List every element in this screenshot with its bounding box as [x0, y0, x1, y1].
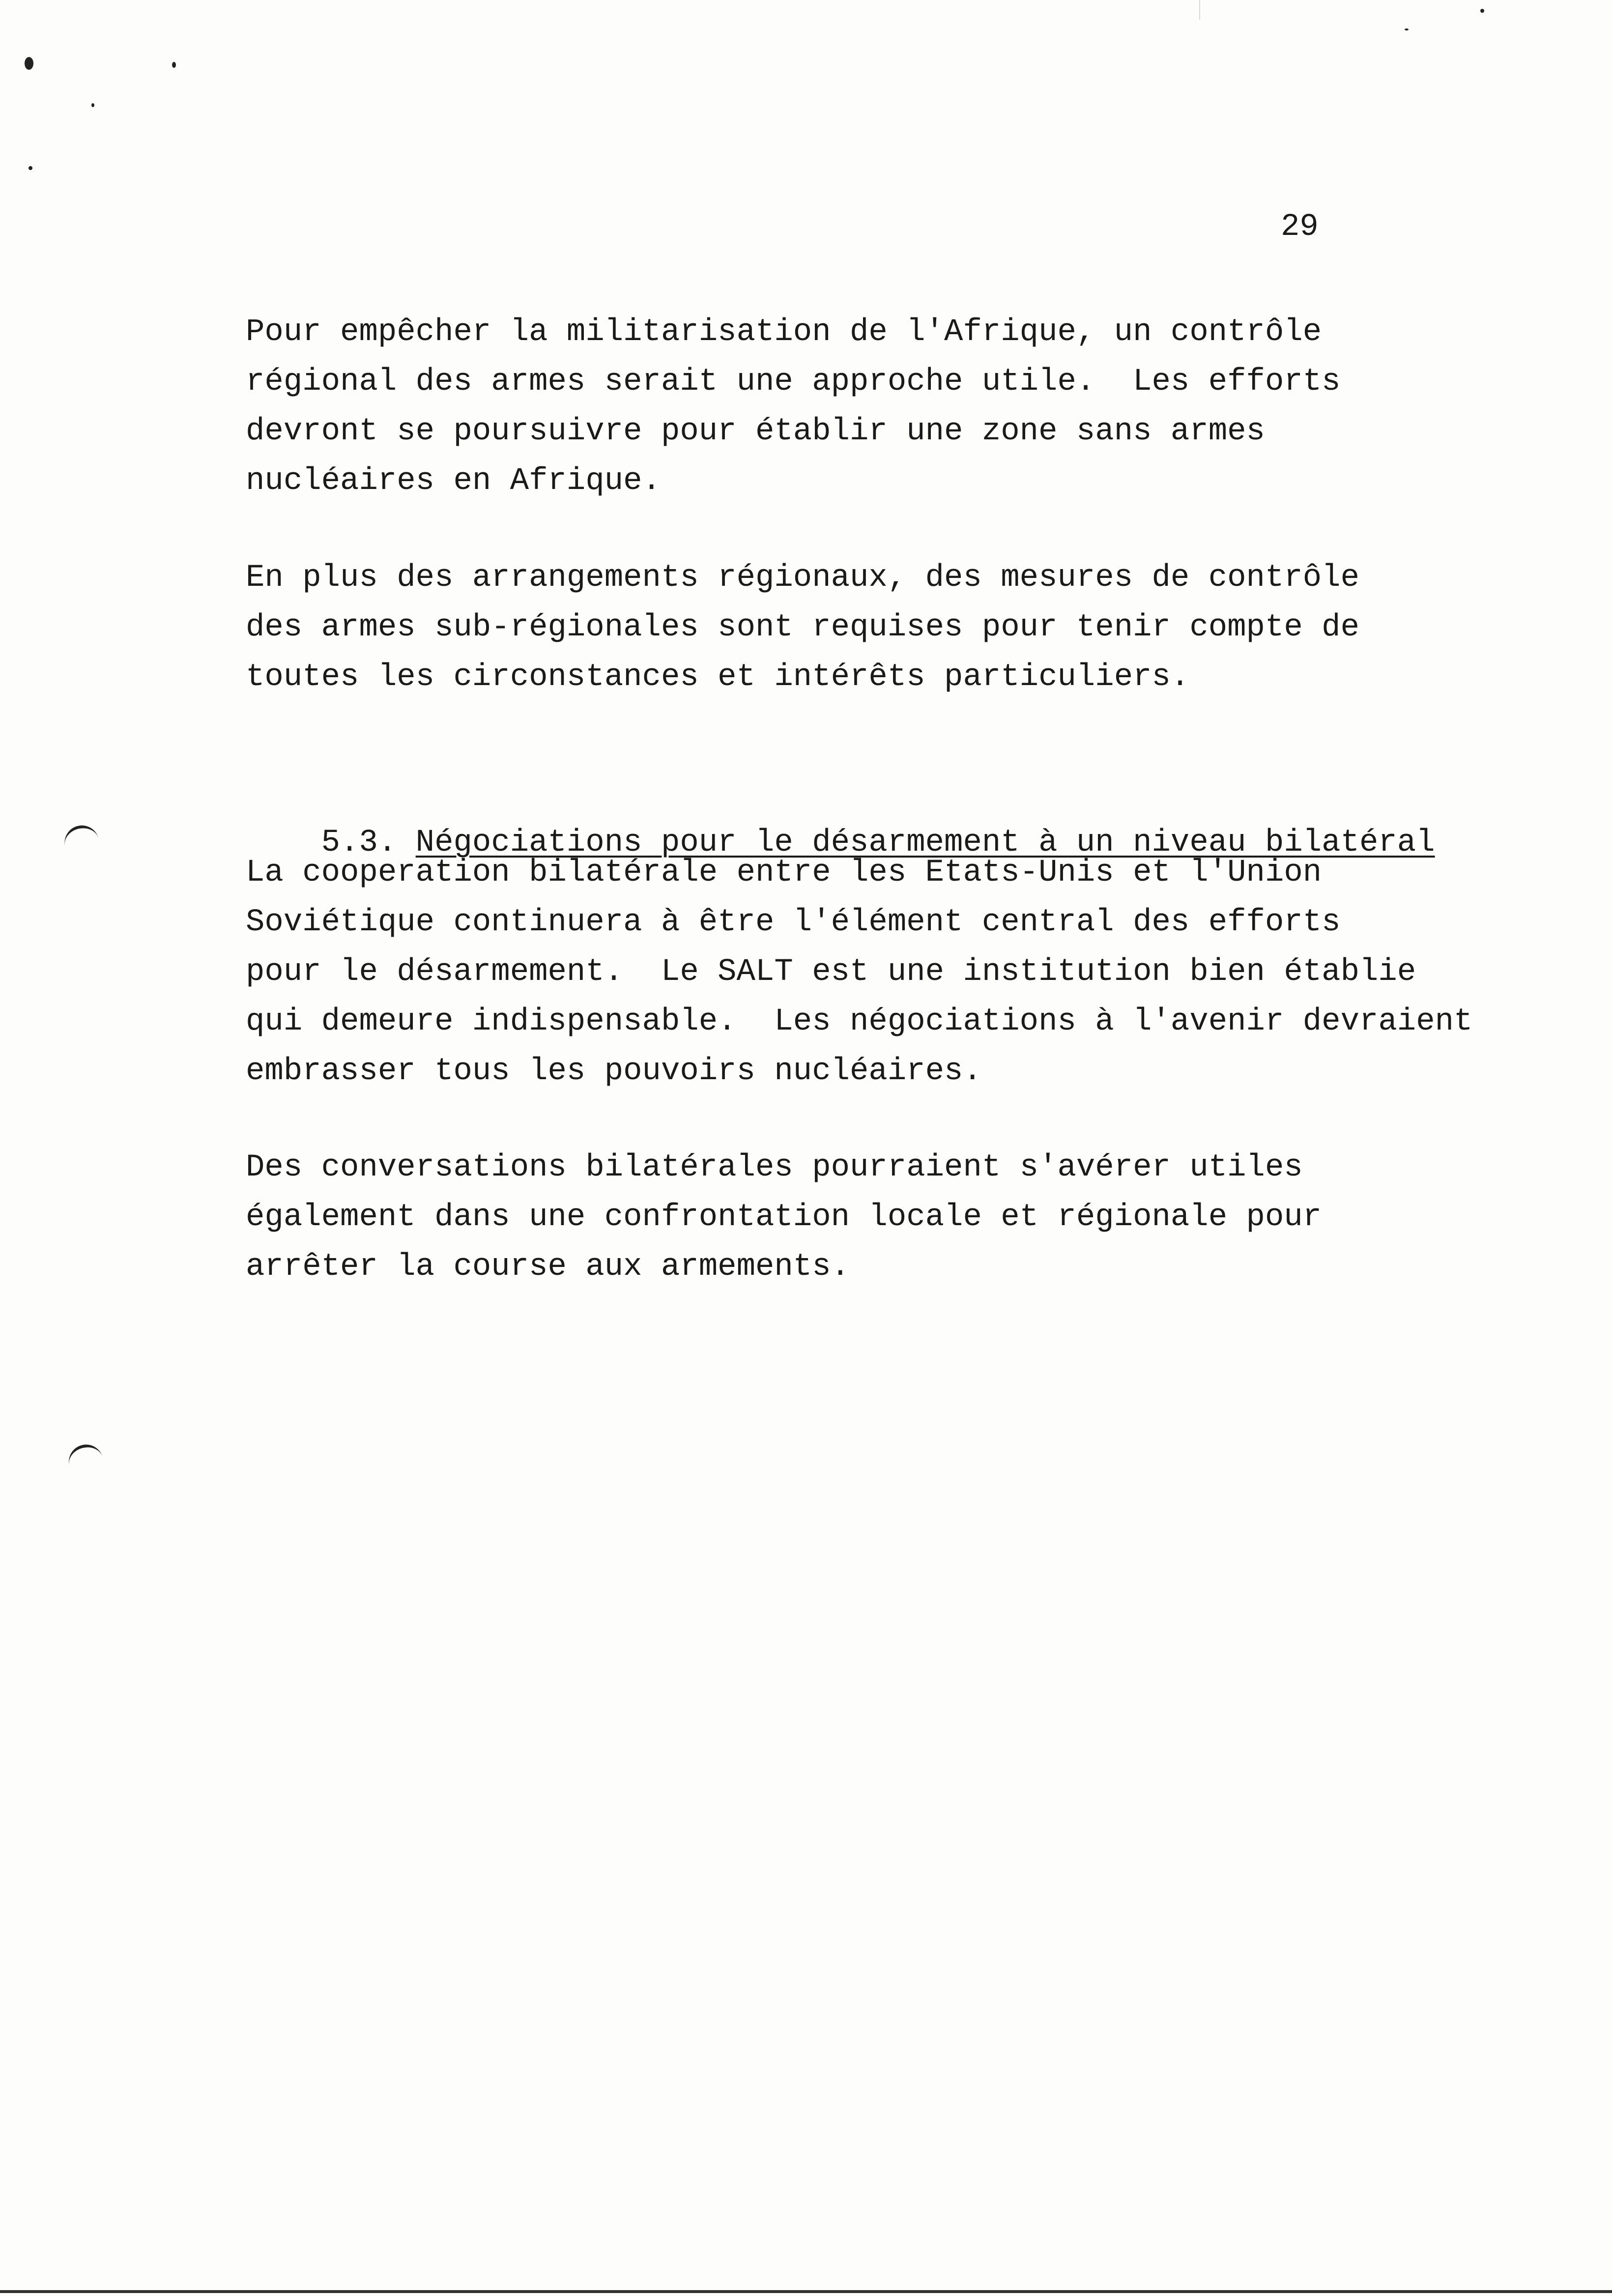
- section-number: 5.3.: [321, 825, 397, 861]
- text-line: toutes les circonstances et intérêts particuliers.: [246, 660, 1190, 695]
- text-line: également dans une confrontation locale et régionale pour: [246, 1200, 1322, 1235]
- text-line: En plus des arrangements régionaux, des mesures de contrôle: [246, 560, 1359, 596]
- scan-artifact-dot: [1405, 29, 1409, 30]
- scan-artifact-dot: [1480, 9, 1484, 13]
- text-line: des armes sub-régionales sont requises pour tenir compte de: [246, 610, 1359, 645]
- text-line: devront se poursuivre pour établir une zone sans armes: [246, 414, 1265, 449]
- text-line: qui demeure indispensable. Les négociations à l'avenir devraient: [246, 1004, 1473, 1039]
- paragraph-4: [246, 1143, 1602, 1292]
- text-line: La cooperation bilatérale entre les Etats-Unis et l'Union: [246, 855, 1322, 890]
- text-line: régional des armes serait une approche utile. Les efforts: [246, 364, 1341, 400]
- scan-artifact-dot: [25, 57, 33, 70]
- text-line: arrêter la course aux armements.: [246, 1249, 850, 1285]
- page-bottom-edge: [0, 2290, 1612, 2293]
- paragraph-1: [246, 308, 1602, 506]
- scan-artifact-dot: [29, 166, 32, 170]
- scan-artifact-rule: [1199, 0, 1200, 20]
- section-title: Négociations pour le désarmement à un niveau bilatéral: [415, 825, 1435, 861]
- text-line: Soviétique continuera à être l'élément central des efforts: [246, 905, 1341, 940]
- paragraph-2: [246, 553, 1602, 702]
- text-line: pour le désarmement. Le SALT est une institution bien établie: [246, 954, 1416, 990]
- scan-artifact-dot: [172, 62, 176, 68]
- page-number: 29: [1281, 209, 1319, 245]
- text-line: Pour empêcher la militarisation de l'Afrique, un contrôle: [246, 315, 1322, 350]
- scan-artifact-dot: [91, 103, 94, 107]
- text-line: embrasser tous les pouvoirs nucléaires.: [246, 1054, 982, 1089]
- paragraph-3: [246, 848, 1602, 1096]
- punch-hole-mark: [61, 822, 99, 847]
- punch-hole-mark: [65, 1441, 103, 1466]
- text-line: Des conversations bilatérales pourraient s'avérer utiles: [246, 1150, 1303, 1185]
- text-line: nucléaires en Afrique.: [246, 463, 661, 499]
